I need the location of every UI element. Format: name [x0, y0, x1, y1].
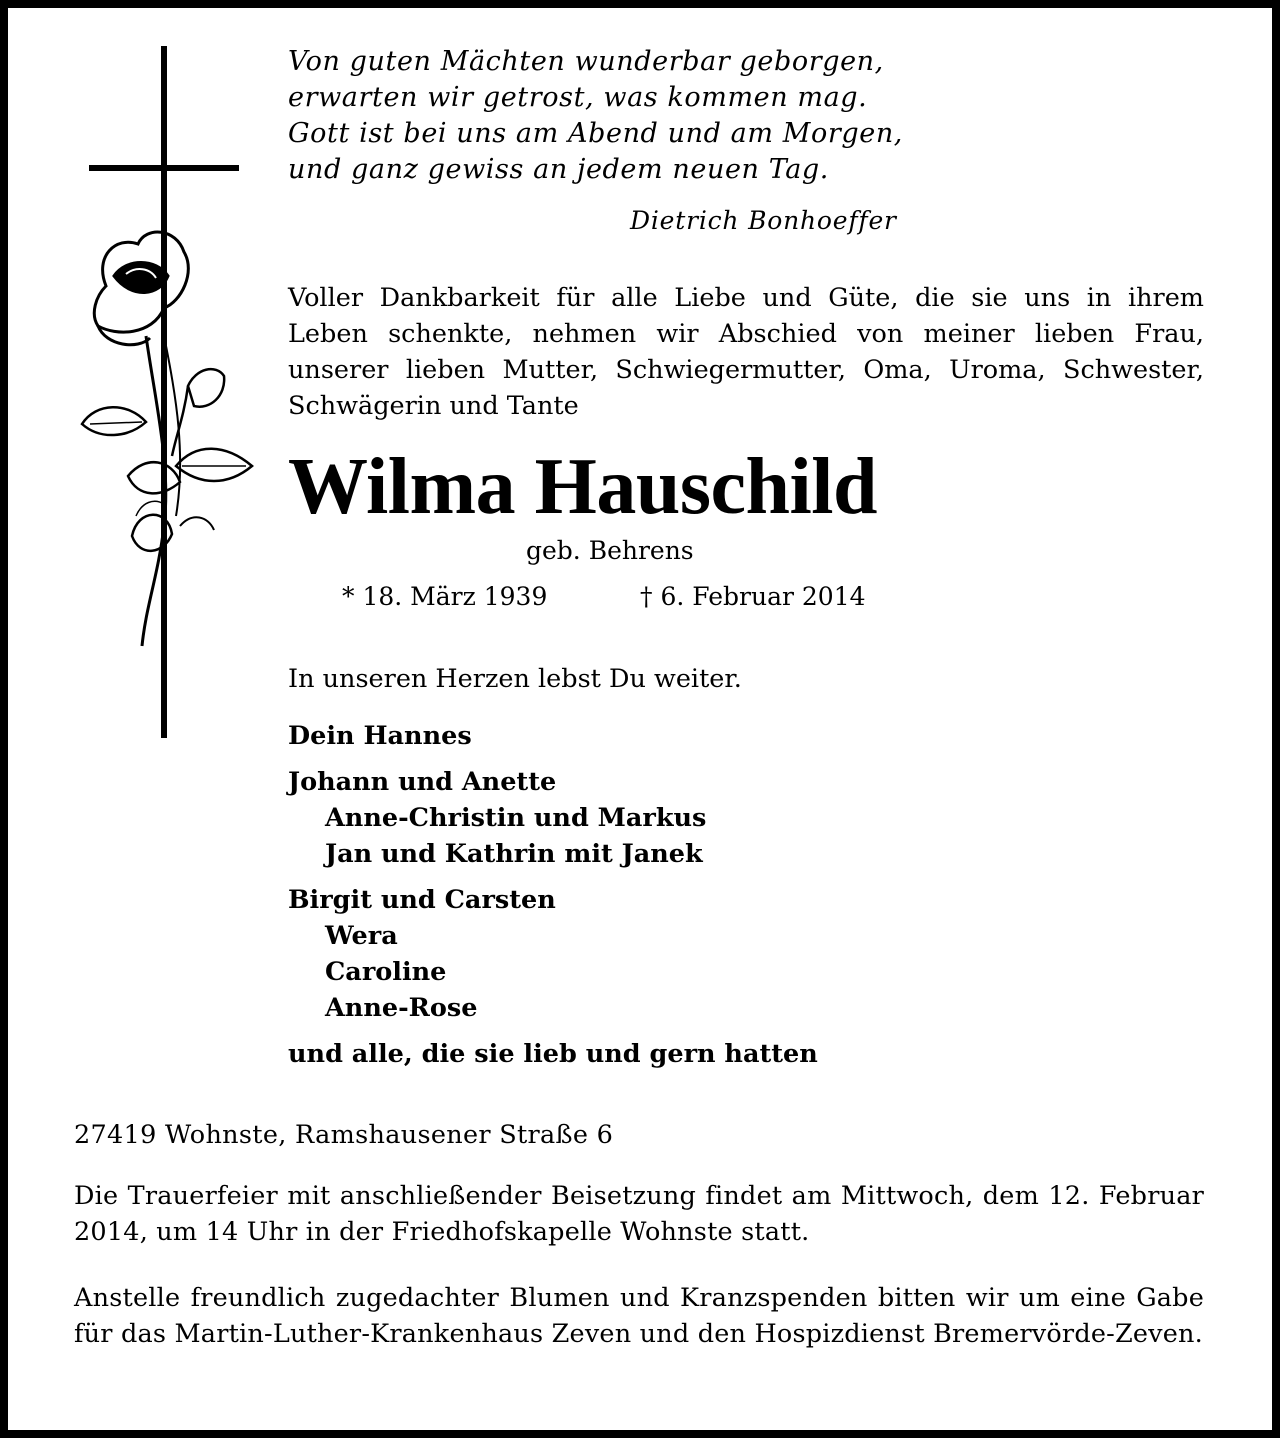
family-closing: und alle, die sie lieb und gern hatten [288, 1039, 818, 1069]
intro-line: unserer lieben Mutter, Schwiegermutter, Oma, Uroma, Schwester, [288, 355, 1204, 385]
family-member: Anne-Rose [325, 993, 478, 1023]
life-dates [342, 582, 866, 611]
poem-line: Gott ist bei uns am Abend und am Morgen, [288, 118, 903, 149]
cross-with-rose-illustration [76, 46, 256, 746]
funeral-info: Die Trauerfeier mit anschließender Beisetzung findet am Mittwoch, dem 12. Februar 2014, um 14 Uhr in der Friedhofskapelle Wohnste statt. [74, 1181, 1204, 1247]
family-member: Anne-Christin und Markus [325, 803, 707, 833]
intro-text [288, 280, 1204, 424]
intro-line: Voller Dankbarkeit für alle Liebe und Güte, die sie uns in ihrem [288, 283, 1204, 313]
family-group-head: Johann und Anette [288, 767, 557, 797]
poem-line: erwarten wir getrost, was kommen mag. [288, 82, 868, 113]
poem-author: Dietrich Bonhoeffer [630, 206, 897, 235]
cross-horizontal-beam [89, 165, 239, 171]
poem-line: Von guten Mächten wunderbar geborgen, [288, 46, 884, 77]
donation-request: Anstelle freundlich zugedachter Blumen und Kranzspenden bitten wir um eine Gabe für das Martin-Luther-Krankenhaus Zeven und den Hospizdienst Bremervörde-Zeven. [74, 1283, 1204, 1349]
family-group-head: Birgit und Carsten [288, 885, 556, 915]
birth-date: * 18. März 1939 [342, 582, 548, 611]
death-date: † 6. Februar 2014 [640, 582, 866, 611]
cross-vertical-beam [161, 46, 167, 738]
deceased-name: Wilma Hauschild [288, 443, 877, 531]
intro-line: Schwägerin und Tante [288, 391, 579, 421]
rose-flower [94, 232, 188, 345]
spouse-name: Dein Hannes [288, 721, 472, 751]
motto-text: In unseren Herzen lebst Du weiter. [288, 664, 742, 694]
family-member: Caroline [325, 957, 447, 987]
family-signatures [288, 718, 818, 1072]
family-member: Jan und Kathrin mit Janek [325, 839, 703, 869]
intro-line: Leben schenkte, nehmen wir Abschied von meiner lieben Frau, [288, 319, 1204, 349]
bonhoeffer-poem [288, 44, 1188, 188]
maiden-name: geb. Behrens [526, 536, 694, 565]
poem-line: und ganz gewiss an jedem neuen Tag. [288, 154, 829, 185]
family-member: Wera [325, 921, 398, 951]
mourner-address: 27419 Wohnste, Ramshausener Straße 6 [74, 1120, 614, 1150]
